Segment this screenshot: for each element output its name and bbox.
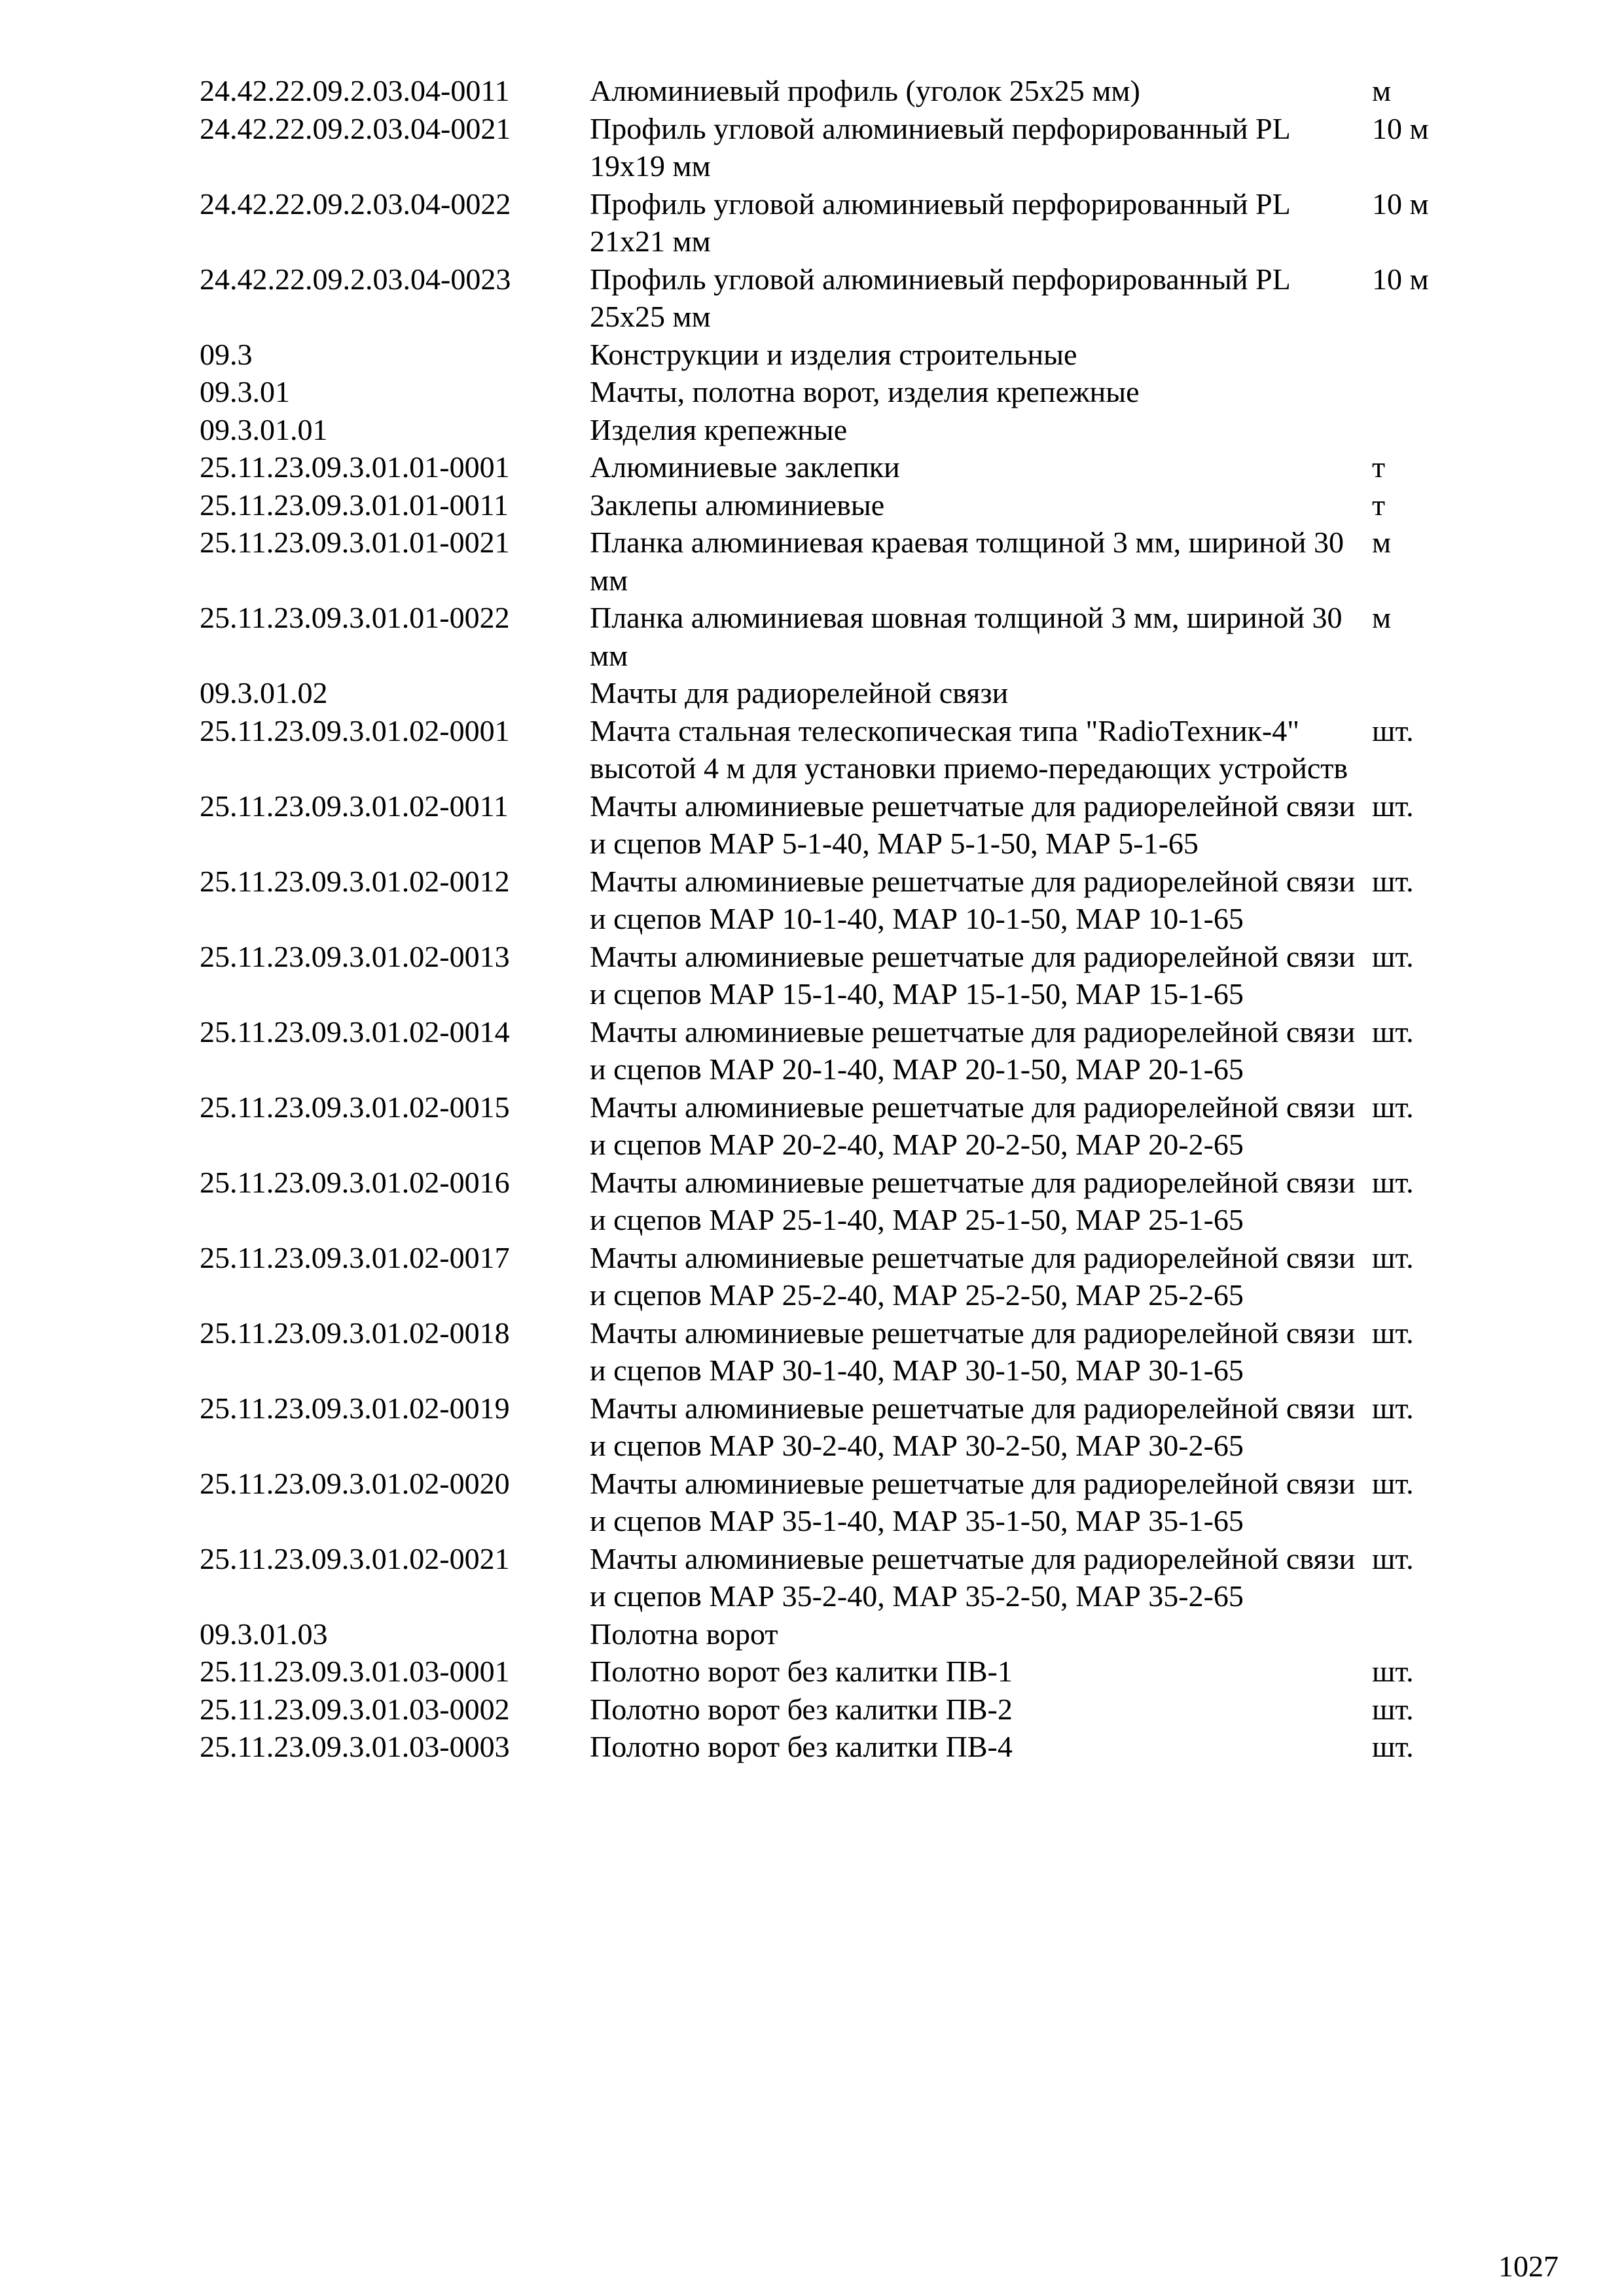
item-code: 09.3.01.01	[200, 412, 328, 446]
list-item	[0, 486, 1624, 524]
item-code: 25.11.23.09.3.01.01-0011	[200, 488, 509, 522]
item-name: Мачты алюминиевые решетчатые для радиорелейной связи и сцепов МАР 15-1-40, МАР 15-1-50, МАР 15-1-65	[590, 939, 1356, 1011]
list-item	[0, 1013, 1624, 1088]
list-item	[0, 1164, 1624, 1239]
item-code: 25.11.23.09.3.01.02-0016	[200, 1165, 510, 1199]
item-code: 25.11.23.09.3.01.03-0001	[200, 1655, 510, 1688]
item-code: 25.11.23.09.3.01.02-0001	[200, 713, 510, 747]
item-code: 25.11.23.09.3.01.01-0022	[200, 601, 510, 634]
item-name: Планка алюминиевая краевая толщиной 3 мм, шириной 30 мм	[590, 526, 1344, 597]
list-item	[0, 336, 1624, 374]
item-name: Профиль угловой алюминиевый перфорированный PL 21х21 мм	[590, 187, 1290, 258]
item-name: Конструкции и изделия строительные	[590, 337, 1077, 371]
list-item	[0, 712, 1624, 787]
item-unit: 10 м	[1372, 111, 1429, 145]
item-code: 25.11.23.09.3.01.02-0017	[200, 1240, 510, 1274]
item-name: Полотно ворот без калитки ПВ-2	[590, 1692, 1013, 1726]
item-unit: шт.	[1372, 1090, 1414, 1124]
item-unit: 10 м	[1372, 187, 1429, 221]
list-item	[0, 1088, 1624, 1164]
item-unit: шт.	[1372, 1692, 1414, 1726]
item-name: Заклепы алюминиевые	[590, 488, 885, 522]
list-item	[0, 72, 1624, 110]
item-code: 25.11.23.09.3.01.02-0015	[200, 1090, 510, 1124]
item-code: 25.11.23.09.3.01.02-0014	[200, 1014, 510, 1049]
item-code: 25.11.23.09.3.01.01-0001	[200, 450, 510, 484]
item-code: 24.42.22.09.2.03.04-0011	[200, 74, 510, 107]
item-name: Алюминиевый профиль (уголок 25х25 мм)	[590, 74, 1140, 107]
item-name: Мачты алюминиевые решетчатые для радиорелейной связи и сцепов МАР 30-1-40, МАР 30-1-50, МАР 30-1-65	[590, 1316, 1356, 1387]
item-name: Изделия крепежные	[590, 412, 848, 446]
item-unit: шт.	[1372, 939, 1414, 973]
item-code: 25.11.23.09.3.01.02-0011	[200, 789, 509, 823]
item-unit: шт.	[1372, 1014, 1414, 1049]
item-unit: шт.	[1372, 1466, 1414, 1500]
item-code: 25.11.23.09.3.01.03-0002	[200, 1692, 510, 1726]
list-item	[0, 787, 1624, 863]
item-name: Полотно ворот без калитки ПВ-1	[590, 1655, 1013, 1688]
item-unit: шт.	[1372, 1165, 1414, 1199]
item-name: Алюминиевые заклепки	[590, 450, 900, 484]
item-unit: т	[1372, 488, 1386, 522]
item-name: Полотна ворот	[590, 1617, 778, 1651]
item-code: 09.3.01	[200, 375, 290, 408]
item-code: 25.11.23.09.3.01.02-0021	[200, 1541, 510, 1575]
item-name: Полотно ворот без калитки ПВ-4	[590, 1730, 1013, 1763]
item-name: Мачты алюминиевые решетчатые для радиорелейной связи и сцепов МАР 10-1-40, МАР 10-1-50, МАР 10-1-65	[590, 864, 1356, 935]
item-unit: шт.	[1372, 1730, 1414, 1763]
item-code: 09.3.01.03	[200, 1617, 328, 1651]
list-item	[0, 1615, 1624, 1653]
item-unit: шт.	[1372, 789, 1414, 823]
list-item	[0, 1653, 1624, 1691]
item-name: Мачты алюминиевые решетчатые для радиорелейной связи и сцепов МАР 5-1-40, МАР 5-1-50, МАР 5-1-65	[590, 789, 1356, 860]
item-code: 25.11.23.09.3.01.01-0021	[200, 526, 510, 559]
list-item	[0, 185, 1624, 260]
item-name: Мачта стальная телескопическая типа "RadioТехник-4" высотой 4 м для установки приемо-передающих устройств	[590, 713, 1348, 785]
list-item	[0, 448, 1624, 486]
item-code: 24.42.22.09.2.03.04-0021	[200, 111, 511, 145]
item-code: 25.11.23.09.3.01.02-0018	[200, 1316, 510, 1350]
item-unit: шт.	[1372, 1240, 1414, 1274]
item-code: 24.42.22.09.2.03.04-0022	[200, 187, 511, 221]
item-name: Мачты, полотна ворот, изделия крепежные	[590, 375, 1140, 408]
item-unit: м	[1372, 601, 1392, 634]
item-unit: м	[1372, 526, 1392, 559]
list-item	[0, 110, 1624, 185]
item-unit: шт.	[1372, 1655, 1414, 1688]
item-name: Мачты алюминиевые решетчатые для радиорелейной связи и сцепов МАР 20-1-40, МАР 20-1-50, МАР 20-1-65	[590, 1014, 1356, 1086]
item-name: Мачты для радиорелейной связи	[590, 676, 1009, 709]
item-name: Мачты алюминиевые решетчатые для радиорелейной связи и сцепов МАР 30-2-40, МАР 30-2-50, МАР 30-2-65	[590, 1391, 1356, 1462]
item-unit: шт.	[1372, 713, 1414, 747]
item-unit: м	[1372, 74, 1392, 107]
list-item	[0, 1540, 1624, 1615]
item-unit: 10 м	[1372, 262, 1429, 296]
item-name: Мачты алюминиевые решетчатые для радиорелейной связи и сцепов МАР 35-1-40, МАР 35-1-50, МАР 35-1-65	[590, 1466, 1356, 1537]
item-unit: шт.	[1372, 1541, 1414, 1575]
list-item	[0, 411, 1624, 449]
item-name: Мачты алюминиевые решетчатые для радиорелейной связи и сцепов МАР 20-2-40, МАР 20-2-50, МАР 20-2-65	[590, 1090, 1356, 1161]
item-code: 24.42.22.09.2.03.04-0023	[200, 262, 511, 296]
list-item	[0, 938, 1624, 1013]
page-number: 1027	[1498, 2250, 1559, 2283]
item-code: 25.11.23.09.3.01.02-0012	[200, 864, 510, 898]
list-item	[0, 674, 1624, 712]
list-item	[0, 599, 1624, 674]
list-item	[0, 1728, 1624, 1766]
list-item	[0, 260, 1624, 336]
item-unit: шт.	[1372, 1316, 1414, 1350]
list-item	[0, 373, 1624, 411]
list-item	[0, 1465, 1624, 1540]
item-code: 25.11.23.09.3.01.02-0020	[200, 1466, 510, 1500]
list-item	[0, 1691, 1624, 1729]
list-item	[0, 863, 1624, 938]
item-code: 09.3	[200, 337, 253, 371]
item-name: Планка алюминиевая шовная толщиной 3 мм, шириной 30 мм	[590, 601, 1343, 672]
item-code: 25.11.23.09.3.01.02-0013	[200, 939, 510, 973]
item-unit: шт.	[1372, 864, 1414, 898]
item-name: Профиль угловой алюминиевый перфорированный PL 25х25 мм	[590, 262, 1290, 333]
item-code: 25.11.23.09.3.01.02-0019	[200, 1391, 510, 1425]
item-name: Мачты алюминиевые решетчатые для радиорелейной связи и сцепов МАР 25-1-40, МАР 25-1-50, МАР 25-1-65	[590, 1165, 1356, 1236]
item-name: Мачты алюминиевые решетчатые для радиорелейной связи и сцепов МАР 35-2-40, МАР 35-2-50, МАР 35-2-65	[590, 1541, 1356, 1613]
resource-list	[0, 72, 1624, 1766]
item-name: Профиль угловой алюминиевый перфорированный PL 19х19 мм	[590, 111, 1290, 183]
list-item	[0, 1390, 1624, 1465]
item-name: Мачты алюминиевые решетчатые для радиорелейной связи и сцепов МАР 25-2-40, МАР 25-2-50, МАР 25-2-65	[590, 1240, 1356, 1312]
item-code: 25.11.23.09.3.01.03-0003	[200, 1730, 510, 1763]
list-item	[0, 1314, 1624, 1390]
list-item	[0, 524, 1624, 599]
list-item	[0, 1239, 1624, 1314]
item-unit: шт.	[1372, 1391, 1414, 1425]
item-unit: т	[1372, 450, 1386, 484]
item-code: 09.3.01.02	[200, 676, 328, 709]
